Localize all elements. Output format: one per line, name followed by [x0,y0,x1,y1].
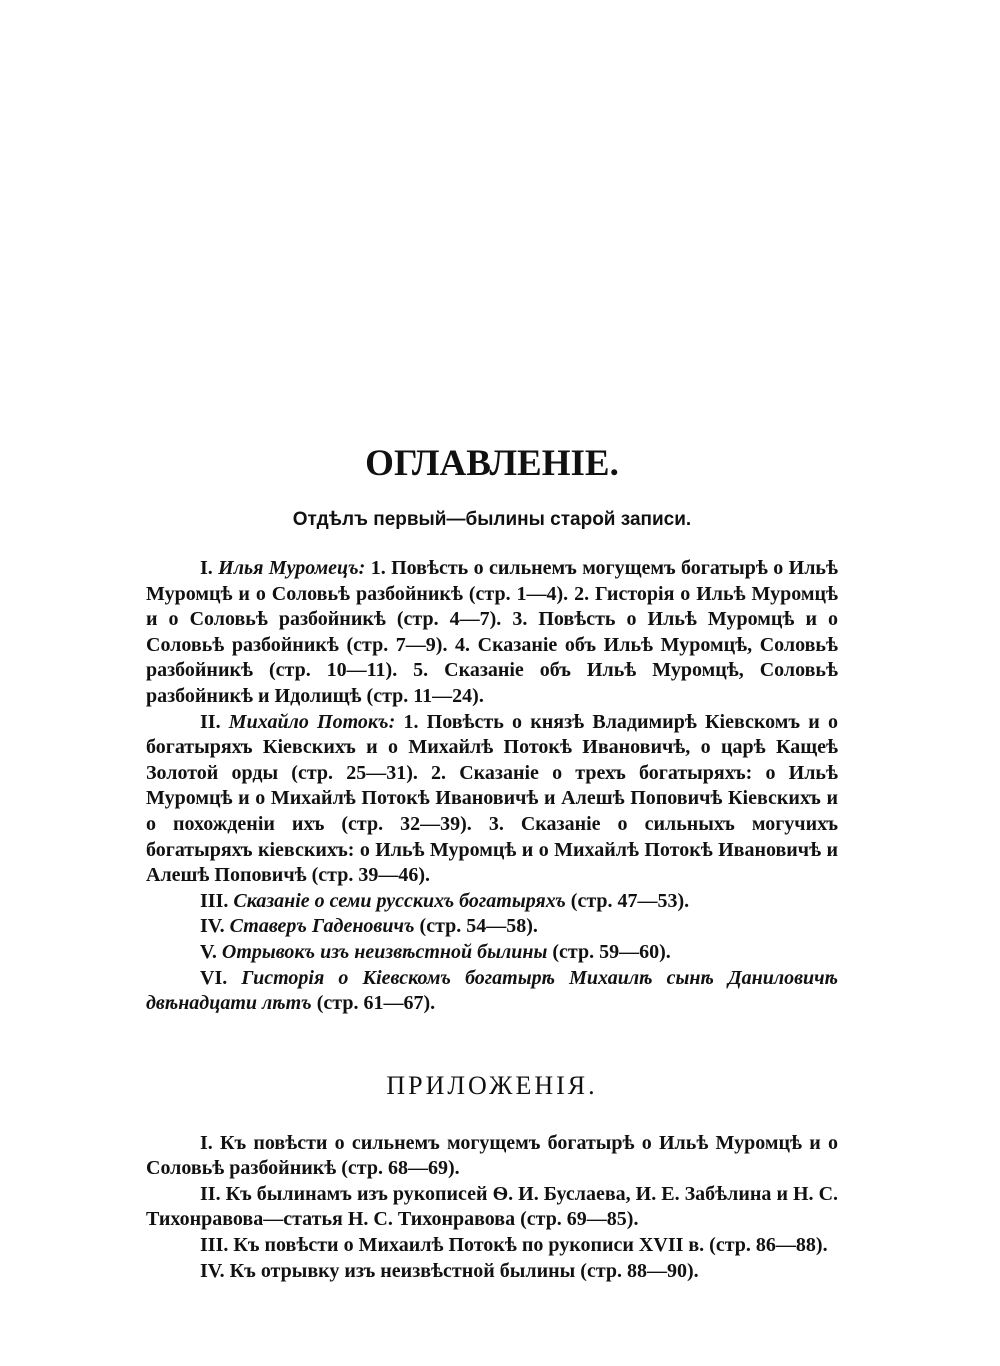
entry-heading: Илья Муромецъ: [218,557,366,579]
entry-number: VI. [200,966,228,989]
entry-text: Къ повѣсти о Михаилѣ Потокѣ по рукописи XVII в. (стр. 86—88). [233,1234,828,1257]
entry-text: 1. Повѣсть о князѣ Владимирѣ Кіевскомъ и о богатыряхъ Кіевскихъ и о Михайлѣ Потокѣ Ивановичѣ, о царѣ Кащеѣ Золотой орды (стр. 25—31). 2. Сказаніе о трехъ богатыряхъ: о Ильѣ Муромцѣ и о Михайлѣ Потокѣ Ивановичѣ и Алешѣ Поповичѣ Кіевскихъ и о похожденіи ихъ (стр. 32—39). 3. Сказаніе о сильныхъ могучихъ богатыряхъ кіевскихъ: о Ильѣ Муромцѣ и о Михайлѣ Потокѣ Ивановичѣ и Алешѣ Поповичѣ (стр. 39—46). [146,710,839,887]
entry-text: Къ отрывку изъ неизвѣстной былины (стр. 88—90). [229,1259,699,1282]
contents-entry-6 [146,966,838,1017]
page-title: ОГЛАВЛЕНІЕ. [365,443,619,484]
appendix-entry-3 [146,1233,838,1259]
entry-text: (стр. 59—60). [547,940,671,963]
entry-number: III. [200,889,229,912]
entry-text: (стр. 47—53). [565,889,690,912]
entry-number: III. [200,1234,229,1257]
entry-number: V. [200,940,217,963]
entry-number: II. [200,710,221,733]
contents-entry-3 [146,889,838,915]
entry-number: IV. [200,915,225,938]
entry-heading: Ставеръ Гаденовичъ [229,915,415,938]
entry-text: Къ былинамъ изъ рукописей Ѳ. И. Буслаева, И. Е. Забѣлина и Н. С. Тихонравова—статья Н. С. Тихонравова (стр. 69—85). [146,1182,839,1231]
contents-entry-5 [146,940,838,966]
entry-number: II. [200,1182,221,1205]
contents-entry-4 [146,914,838,940]
entry-number: IV. [200,1259,225,1282]
entry-text: 1. Повѣсть о сильнемъ могущемъ богатырѣ о Ильѣ Муромцѣ и о Соловьѣ разбойникѣ (стр. 1—4). 2. Гисторія о Ильѣ Муромцѣ и о Соловьѣ разбойникѣ (стр. 4—7). 3. Повѣсть о Ильѣ Муромцѣ и о Соловьѣ разбойникѣ (стр. 7—9). 4. Сказаніе объ Ильѣ Муромцѣ, Соловьѣ разбойникѣ (стр. 10—11). 5. Сказаніе объ Ильѣ Муромцѣ, Соловьѣ разбойникѣ и Идолищѣ (стр. 11—24). [146,557,839,707]
entry-heading: Отрывокъ изъ неизвѣстной былины [221,940,548,963]
appendix-entry-2 [146,1182,838,1233]
entry-heading: Сказаніе о семи русскихъ богатыряхъ [233,889,566,912]
entry-text: Къ повѣсти о сильнемъ могущемъ богатырѣ о Ильѣ Муромцѣ и о Соловьѣ разбойникѣ (стр. 68—69). [146,1131,838,1180]
appendix-entry-1 [146,1131,838,1182]
appendix-entry-4 [146,1259,838,1285]
entry-text: (стр. 54—58). [414,915,538,938]
entry-heading: Михайло Потокъ: [228,710,396,733]
entry-number: I. [200,557,213,579]
entry-heading: Гисторія о Кіевскомъ богатырѣ Михаилѣ сынѣ Даниловичѣ двѣнадцати лѣтъ [146,966,838,1015]
section-subtitle: Отдѣлъ первый—былины старой записи. [292,509,692,530]
entry-text: (стр. 61—67). [311,992,436,1015]
entry-number: I. [200,1131,213,1154]
table-of-contents-page [146,440,838,1284]
appendix-title: ПРИЛОЖЕНІЯ. [386,1070,598,1100]
contents-entry-1 [146,556,838,710]
contents-entry-2 [146,710,838,889]
